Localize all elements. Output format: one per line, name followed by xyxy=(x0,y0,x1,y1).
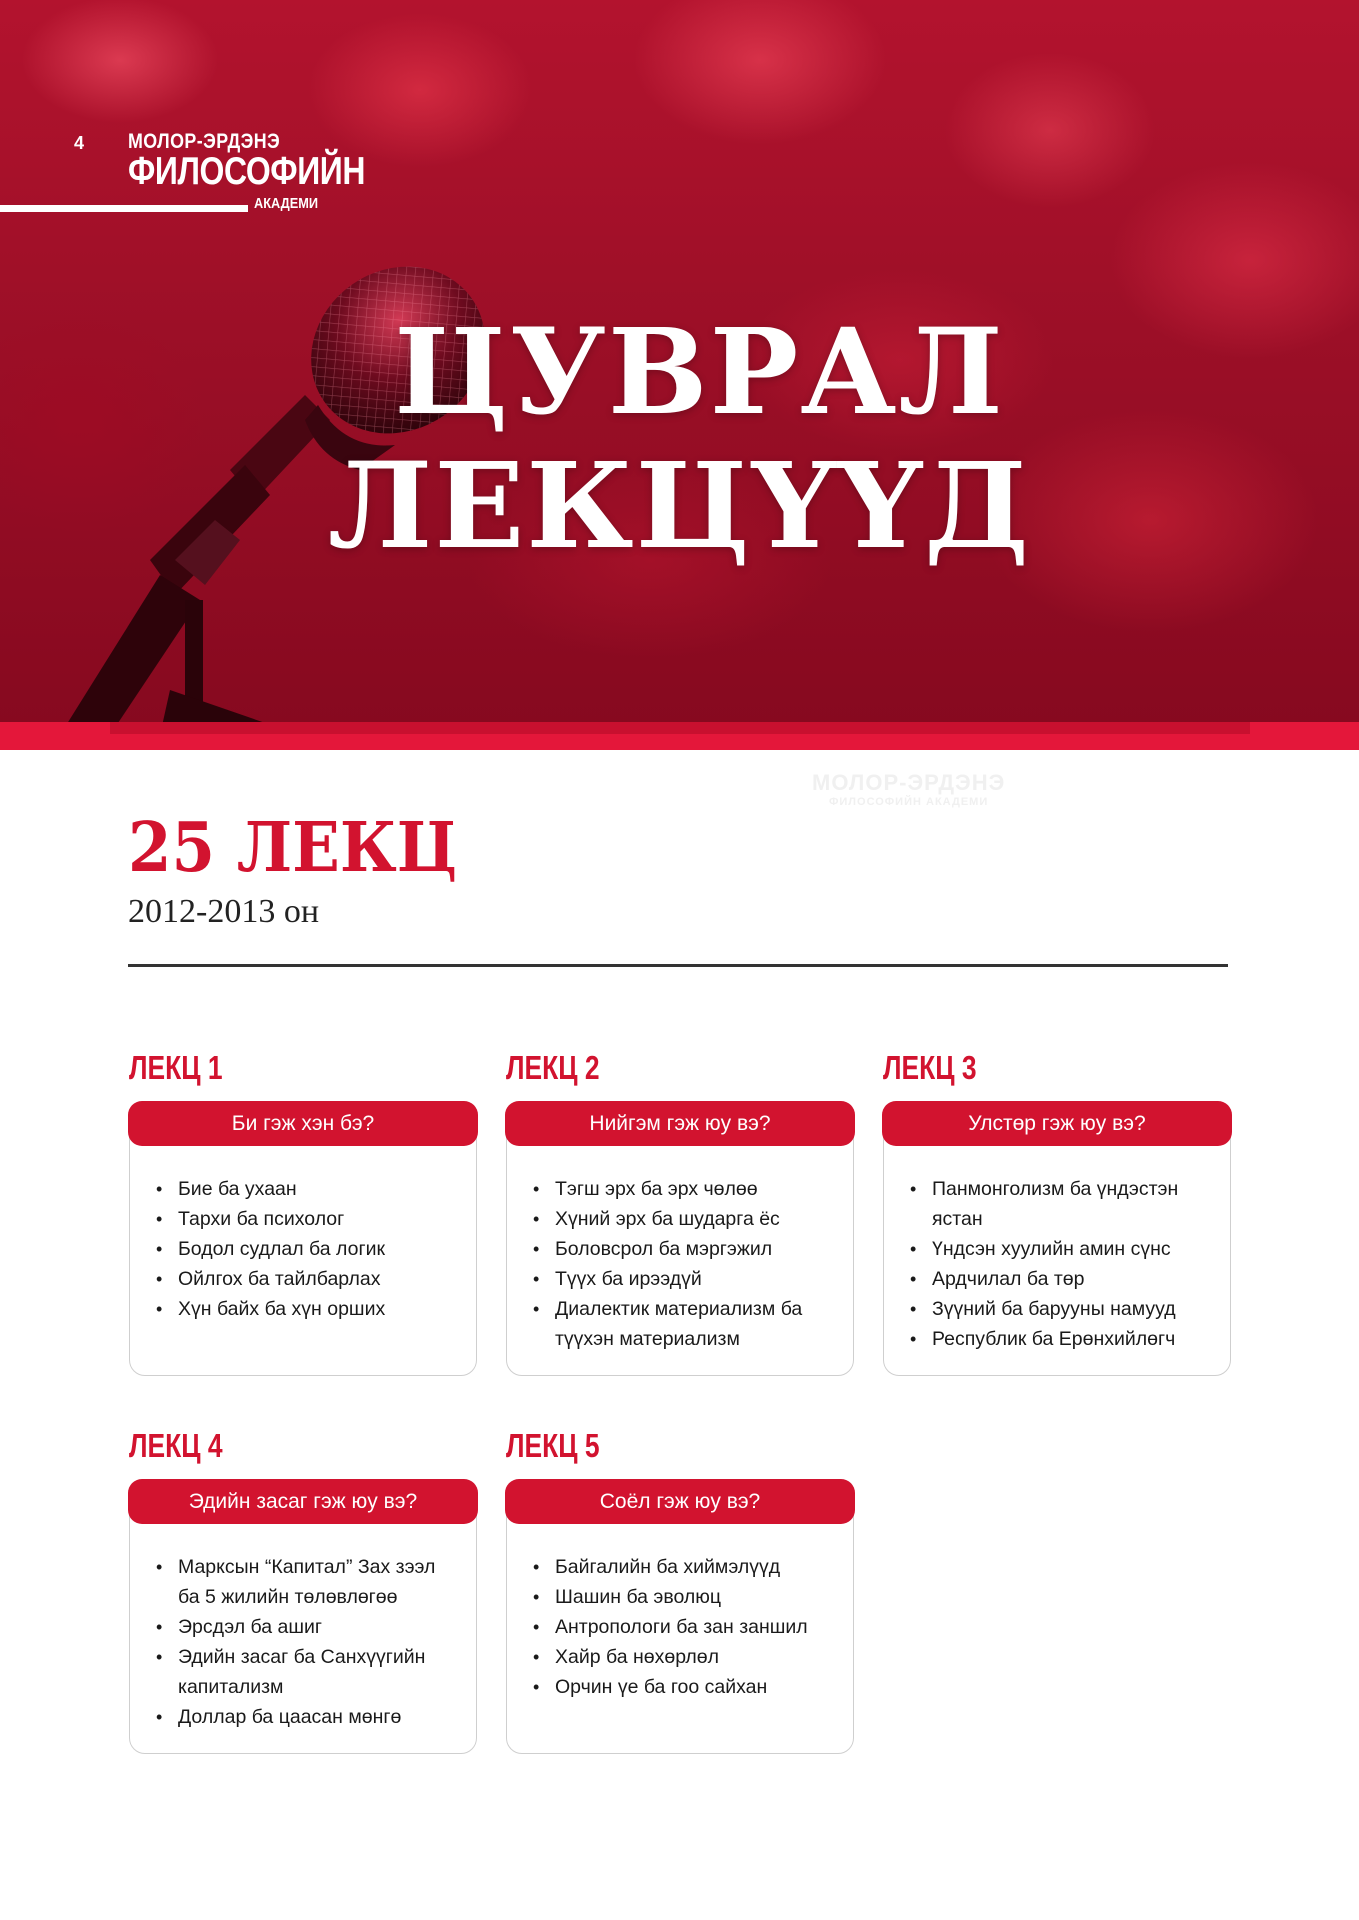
lecture-topic: Улстөр гэж юу вэ? xyxy=(882,1101,1232,1146)
watermark xyxy=(812,770,1005,808)
lecture-label: ЛЕКЦ 4 xyxy=(129,1427,223,1464)
list-item: • Байгалийн ба хиймэлүүд xyxy=(529,1552,835,1582)
lecture-label: ЛЕКЦ 3 xyxy=(883,1049,977,1086)
logo-line-1: МОЛОР-ЭРДЭНЭ xyxy=(128,130,281,153)
lecture-label: ЛЕКЦ 1 xyxy=(129,1049,223,1086)
logo-line-2: ФИЛОСОФИЙН xyxy=(128,150,366,193)
lecture-topics-list xyxy=(130,1146,476,1344)
list-item: • Шашин ба эволюц xyxy=(529,1582,835,1612)
list-item: • Ардчилал ба төр xyxy=(906,1264,1212,1294)
lecture-card xyxy=(129,1102,477,1376)
list-item: • Хүний эрх ба шударга ёс xyxy=(529,1204,835,1234)
list-item: • Тэгш эрх ба эрх чөлөө xyxy=(529,1174,835,1204)
lecture-label: ЛЕКЦ 2 xyxy=(506,1049,600,1086)
lecture-topics-list xyxy=(507,1146,853,1374)
list-item: • Доллар ба цаасан мөнгө xyxy=(152,1702,458,1732)
list-item: • Боловсрол ба мэргэжил xyxy=(529,1234,835,1264)
lecture-label: ЛЕКЦ 5 xyxy=(506,1427,600,1464)
lecture-topic: Соёл гэж юу вэ? xyxy=(505,1479,855,1524)
section-divider xyxy=(128,964,1228,967)
list-item: • Марксын “Капитал” Зах зээл ба 5 жилийн төлөвлөгөө xyxy=(152,1552,458,1612)
lecture-block xyxy=(129,1048,477,1376)
lecture-topic: Би гэж хэн бэ? xyxy=(128,1101,478,1146)
lecture-block xyxy=(883,1048,1231,1376)
list-item: • Зүүний ба барууны намууд xyxy=(906,1294,1212,1324)
list-item: • Антропологи ба зан заншил xyxy=(529,1612,835,1642)
hero-bottom-band xyxy=(0,722,1359,750)
list-item: • Хайр ба нөхөрлөл xyxy=(529,1642,835,1672)
lecture-block xyxy=(506,1048,854,1376)
list-item: • Республик ба Ерөнхийлөгч xyxy=(906,1324,1212,1354)
hero-title-line-2: ЛЕКЦҮҮД xyxy=(327,436,1032,575)
logo-underline-bar xyxy=(0,205,248,212)
list-item: • Түүх ба ирээдүй xyxy=(529,1264,835,1294)
logo-line-3: АКАДЕМИ xyxy=(254,195,319,212)
list-item: • Бие ба ухаан xyxy=(152,1174,458,1204)
list-item: • Тархи ба психолог xyxy=(152,1204,458,1234)
list-item: • Хүн байх ба хүн орших xyxy=(152,1294,458,1324)
academy-logo xyxy=(128,130,417,212)
lecture-card xyxy=(129,1480,477,1754)
list-item: • Бодол судлал ба логик xyxy=(152,1234,458,1264)
lecture-block xyxy=(129,1426,477,1754)
list-item: • Орчин үе ба гоо сайхан xyxy=(529,1672,835,1702)
list-item: • Ойлгох ба тайлбарлах xyxy=(152,1264,458,1294)
lecture-topics-list xyxy=(884,1146,1230,1374)
lecture-topic: Нийгэм гэж юу вэ? xyxy=(505,1101,855,1146)
lecture-topics-list xyxy=(130,1524,476,1752)
watermark-line-2: ФИЛОСОФИЙН АКАДЕМИ xyxy=(829,796,989,808)
lecture-card xyxy=(883,1102,1231,1376)
hero-banner xyxy=(0,0,1359,735)
list-item: • Эрсдэл ба ашиг xyxy=(152,1612,458,1642)
lecture-topic: Эдийн засаг гэж юу вэ? xyxy=(128,1479,478,1524)
page-number: 4 xyxy=(74,133,85,153)
lecture-block xyxy=(506,1426,854,1754)
watermark-line-1: МОЛОР-ЭРДЭНЭ xyxy=(812,770,1006,795)
section-title: 25 ЛЕКЦ xyxy=(128,808,458,888)
hero-title-line-1: ЦУВРАЛ xyxy=(394,302,1005,441)
section-years: 2012-2013 он xyxy=(128,893,320,930)
list-item: • Панмонголизм ба үндэстэн ястан xyxy=(906,1174,1212,1234)
list-item: • Үндсэн хуулийн амин сүнс xyxy=(906,1234,1212,1264)
list-item: • Диалектик материализм ба түүхэн материализм xyxy=(529,1294,835,1354)
lecture-card xyxy=(506,1102,854,1376)
list-item: • Эдийн засаг ба Санхүүгийн капитализм xyxy=(152,1642,458,1702)
lecture-card xyxy=(506,1480,854,1754)
hero-title xyxy=(0,302,1359,575)
lecture-topics-list xyxy=(507,1524,853,1722)
